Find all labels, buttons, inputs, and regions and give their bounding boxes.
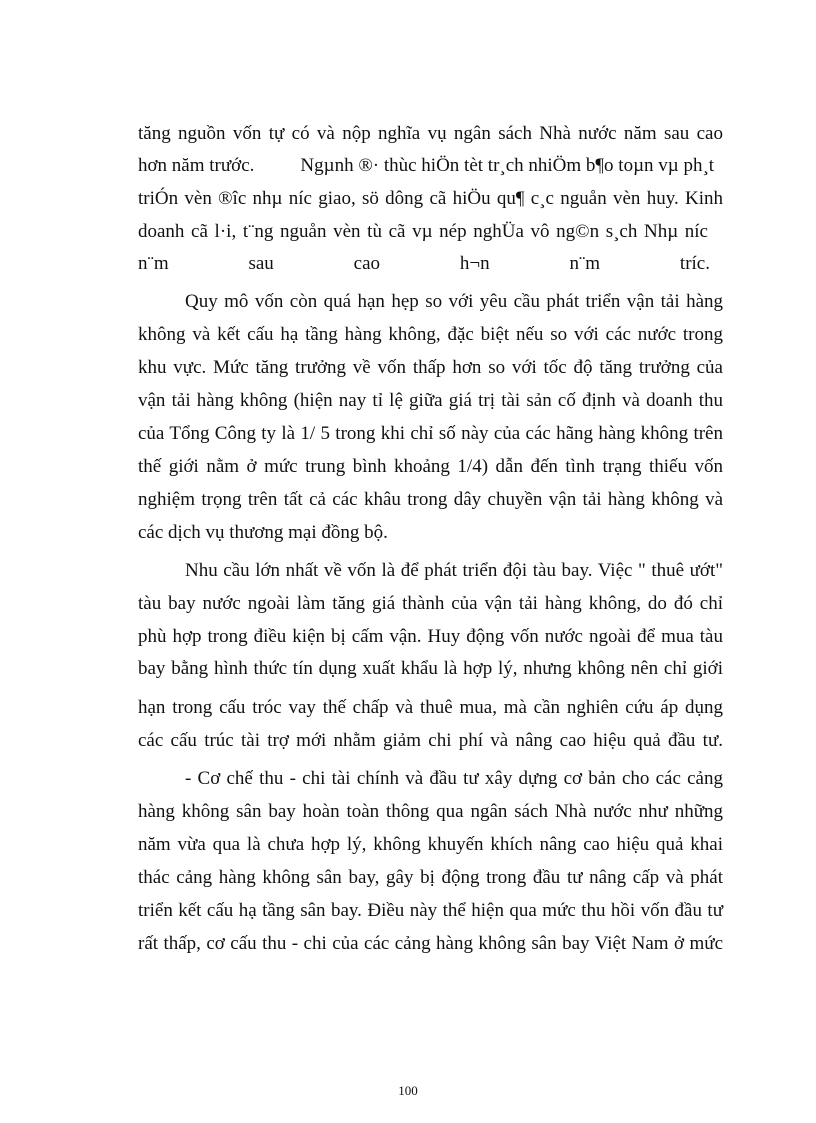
paragraph-1-garbled-text: Ngµnh ®· thùc hiÖn tèt tr¸ch nhiÖm b¶o toµn vµ ph¸t: [300, 155, 715, 176]
paragraph-4-line: hàng không sân bay hoàn toàn thông qua ngân sách Nhà nước như những: [138, 801, 723, 822]
paragraph-4-line: thác cảng hàng không sân bay, gây bị động trong đầu tư nâng cấp và phát: [138, 867, 723, 888]
page-number: 100: [398, 1083, 418, 1098]
paragraph-1-line: [138, 155, 714, 177]
paragraph-1-line: n¨m sau cao h¬n n¨m tríc.: [138, 253, 710, 274]
paragraph-4-line: rất thấp, cơ cấu thu - chi của các cảng hàng không sân bay Việt Nam ở mức: [138, 933, 723, 954]
paragraph-2-line: thế giới nằm ở mức trung bình khoảng 1/4) dẫn đến tình trạng thiếu vốn: [138, 456, 723, 477]
paragraph-1-text: hơn năm trước.: [138, 155, 255, 176]
paragraph-2-line: vận tải hàng không (hiện nay tỉ lệ giữa giá trị tài sản cố định và doanh thu: [138, 390, 723, 411]
paragraph-2-line: không và kết cấu hạ tầng hàng không, đặc biệt nếu so với các nước trong: [138, 324, 723, 345]
paragraph-4-line: năm vừa qua là chưa hợp lý, không khuyến khích nâng cao hiệu quả khai: [138, 834, 723, 855]
paragraph-1-line: doanh cã l·i, t¨ng nguån vèn tù cã vµ nép nghÜa vô ng©n s¸ch Nhµ níc: [138, 221, 708, 242]
paragraph-3-line: bay bằng hình thức tín dụng xuất khẩu là hợp lý, nhưng không nên chỉ giới: [138, 658, 723, 679]
paragraph-3-line: phù hợp trong điều kiện bị cấm vận. Huy động vốn nước ngoài để mua tàu: [138, 626, 723, 647]
paragraph-2-line: nghiệm trọng trên tất cả các khâu trong dây chuyền vận tải hàng không và: [138, 489, 723, 510]
paragraph-3-line: các cấu trúc tài trợ mới nhằm giảm chi phí và nâng cao hiệu quả đầu tư.: [138, 730, 723, 751]
paragraph-4-line: triển kết cấu hạ tầng sân bay. Điều này thể hiện qua mức thu hồi vốn đầu tư: [138, 900, 723, 921]
paragraph-2-line: Quy mô vốn còn quá hạn hẹp so với yêu cầu phát triển vận tải hàng: [185, 291, 723, 312]
paragraph-3-line: hạn trong cấu tróc vay thế chấp và thuê mua, mà cần nghiên cứu áp dụng: [138, 697, 723, 718]
paragraph-3-line: Nhu cầu lớn nhất về vốn là để phát triển đội tàu bay. Việc " thuê ướt": [185, 560, 723, 581]
paragraph-1-line: triÓn vèn ®îc nhµ níc giao, sö dông cã hiÖu qu¶ c¸c nguån vèn huy. Kinh: [138, 188, 723, 209]
paragraph-3-line: tàu bay nước ngoài làm tăng giá thành của vận tải hàng không, do đó chỉ: [138, 593, 723, 614]
paragraph-2-line: khu vực. Mức tăng trưởng về vốn thấp hơn so với tốc độ tăng trưởng của: [138, 357, 723, 378]
paragraph-4-line: - Cơ chế thu - chi tài chính và đầu tư xây dựng cơ bản cho các cảng: [185, 768, 723, 789]
paragraph-2-line: của Tổng Công ty là 1/ 5 trong khi chỉ số này của các hãng hàng không trên: [138, 423, 723, 444]
paragraph-1-line: tăng nguồn vốn tự có và nộp nghĩa vụ ngân sách Nhà nước năm sau cao: [138, 123, 723, 144]
paragraph-2-line: các dịch vụ thương mại đồng bộ.: [138, 522, 388, 543]
